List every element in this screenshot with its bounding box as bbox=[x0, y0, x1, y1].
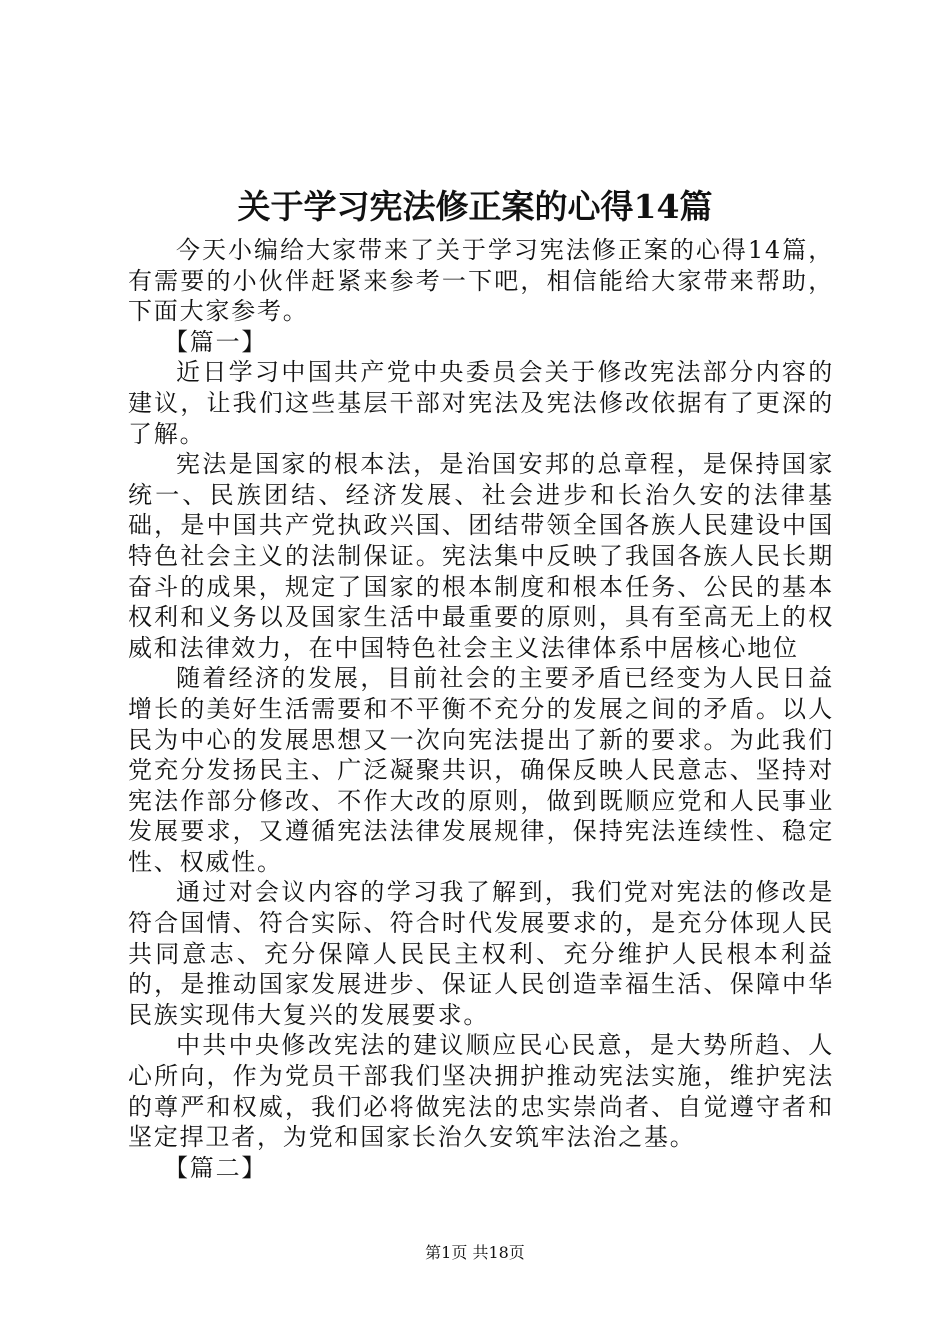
body-paragraph: 随着经济的发展，目前社会的主要矛盾已经变为人民日益增长的美好生活需要和不平衡不充分的发展之间的矛盾。以人民为中心的发展思想又一次向宪法提出了新的要求。为此我们党充分发扬民主、广泛凝聚共识，确保反映人民意志、坚持对宪法作部分修改、不作大改的原则，做到既顺应党和人民事业发展要求，又遵循宪法法律发展规律，保持宪法连续性、稳定性、权威性。 bbox=[128, 664, 834, 876]
section-heading-2: 【篇二】 bbox=[164, 1153, 268, 1182]
page-footer: 第1页 共18页 bbox=[425, 1243, 525, 1262]
body-paragraph: 中共中央修改宪法的建议顺应民心民意，是大势所趋、人心所向，作为党员干部我们坚决拥护推动宪法实施，维护宪法的尊严和权威，我们必将做宪法的忠实崇尚者、自觉遵守者和坚定捍卫者，为党和国家长治久安筑牢法治之基。 bbox=[128, 1031, 834, 1152]
body-paragraph: 近日学习中国共产党中央委员会关于修改宪法部分内容的建议，让我们这些基层干部对宪法及宪法修改依据有了更深的了解。 bbox=[128, 358, 834, 448]
body-paragraph: 通过对会议内容的学习我了解到，我们党对宪法的修改是符合国情、符合实际、符合时代发展要求的，是充分体现人民共同意志、充分保障人民民主权利、充分维护人民根本利益的，是推动国家发展进步、保证人民创造幸福生活、保障中华民族实现伟大复兴的发展要求。 bbox=[128, 878, 834, 1029]
document-body bbox=[128, 235, 834, 1183]
document-title: 关于学习宪法修正案的心得14篇 bbox=[237, 187, 713, 226]
section-heading-1: 【篇一】 bbox=[164, 327, 268, 356]
intro-paragraph: 今天小编给大家带来了关于学习宪法修正案的心得14篇，有需要的小伙伴赶紧来参考一下吧，相信能给大家带来帮助，下面大家参考。 bbox=[128, 236, 834, 326]
body-paragraph: 宪法是国家的根本法，是治国安邦的总章程，是保持国家统一、民族团结、经济发展、社会进步和长治久安的法律基础，是中国共产党执政兴国、团结带领全国各族人民建设中国特色社会主义的法制保证。宪法集中反映了我国各族人民长期奋斗的成果，规定了国家的根本制度和根本任务、公民的基本权利和义务以及国家生活中最重要的原则，具有至高无上的权威和法律效力，在中国特色社会主义法律体系中居核心地位 bbox=[128, 450, 834, 662]
